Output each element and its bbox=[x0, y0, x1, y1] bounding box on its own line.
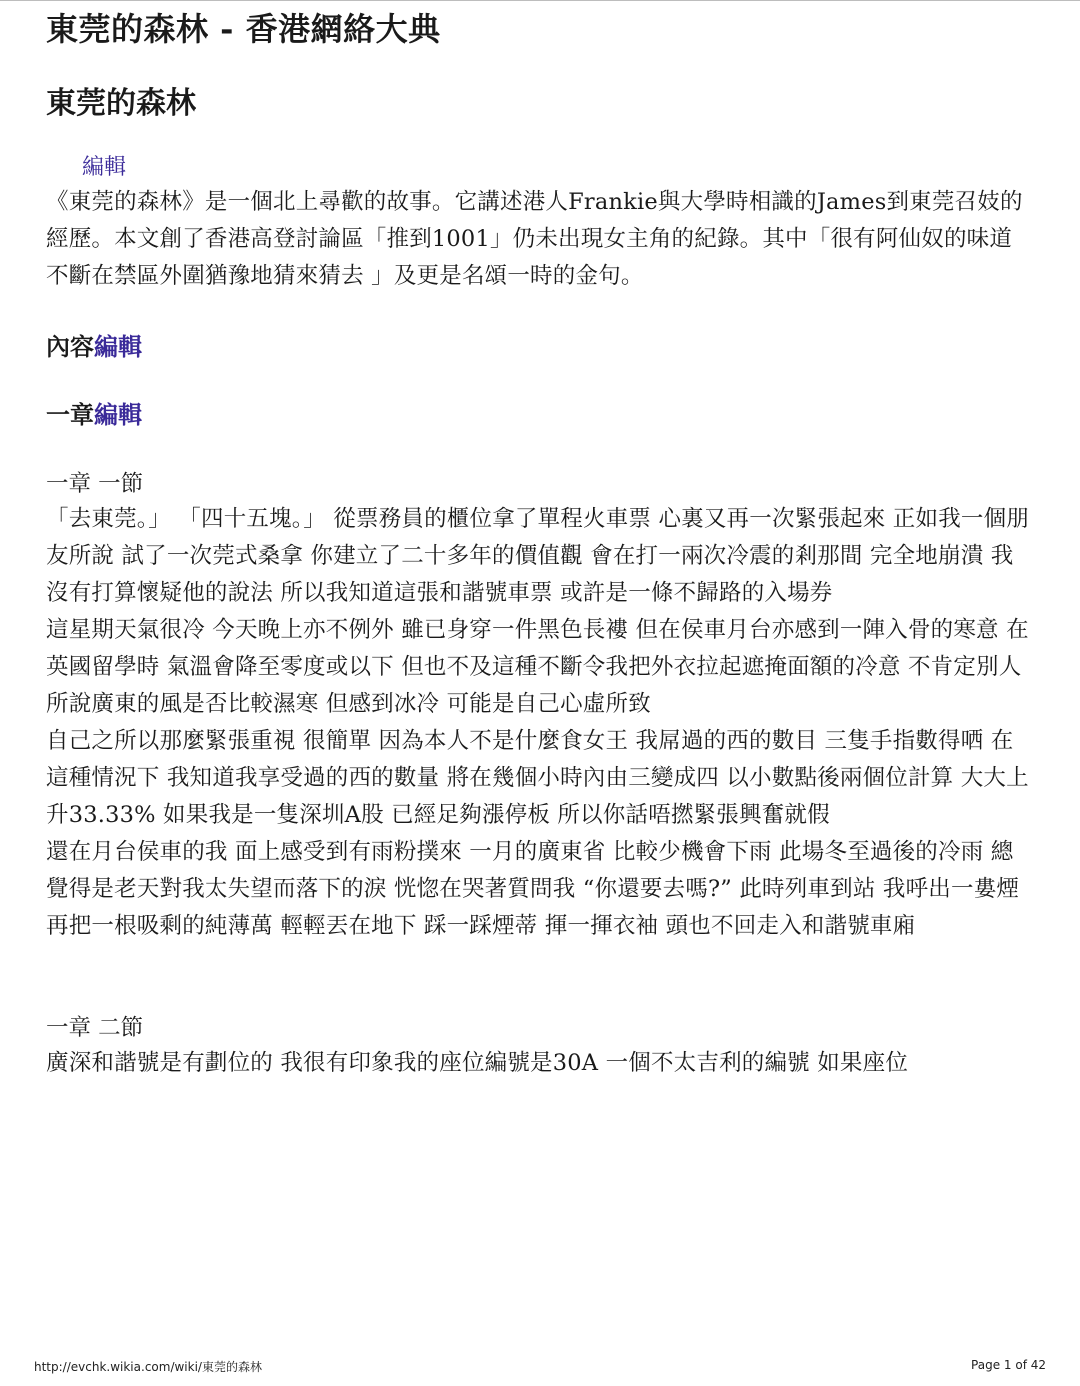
article-content bbox=[46, 6, 1036, 1082]
story-paragraph-5: 廣深和諧號是有劃位的 我很有印象我的座位編號是30A 一個不太吉利的編號 如果座位 bbox=[46, 1050, 909, 1076]
story-paragraph-1: 「去東莞。」 「四十五塊。」 從票務員的櫃位拿了單程火車票 心裏又再一次緊張起來 正如我一個朋友所說 試了一次莞式桑拿 你建立了二十多年的價值觀 會在打一兩次冷震的剎那間 完全地崩潰 我沒有打算懷疑他的說法 所以我知道這張和諧號車票 或許是一條不歸路的入場券 bbox=[46, 506, 1030, 606]
edit-link-content[interactable]: 編輯 bbox=[94, 332, 142, 361]
story-paragraph-3: 自己之所以那麼緊張重視 很簡單 因為本人不是什麼食女王 我屌過的西的數目 三隻手指數得哂 在這種情況下 我知道我享受過的西的數量 將在幾個小時內由三變成四 以小數點後兩個位計算 大大上升33.33% 如果我是一隻深圳A股 已經足夠漲停板 所以你話唔撚緊張興奮就假 bbox=[46, 728, 1029, 828]
story-paragraph-2: 這星期天氣很冷 今天晚上亦不例外 雖已身穿一件黑色長褸 但在侯車月台亦感到一陣入骨的寒意 在英國留學時 氣溫會降至零度或以下 但也不及這種不斷令我把外衣拉起遮掩面額的冷意 不肯定別人所說廣東的風是否比較濕寒 但感到冰冷 可能是自己心虛所致 bbox=[46, 617, 1029, 717]
footer-page-number: Page 1 of 42 bbox=[971, 1358, 1046, 1372]
story-paragraph-4: 還在月台侯車的我 面上感受到有雨粉撲來 一月的廣東省 比較少機會下雨 此場冬至過後的冷雨 總覺得是老天對我太失望而落下的淚 恍惚在哭著質問我 “你還要去嗎?” 此時列車到站 我呼出一婁煙 再把一根吸剩的純薄萬 輕輕丟在地下 踩一踩煙蒂 揮一揮衣袖 頭也不回走入和諧號車廂 bbox=[46, 839, 1020, 939]
article-title: 東莞的森林 bbox=[46, 86, 196, 121]
edit-link-top[interactable]: 編輯 bbox=[82, 155, 127, 180]
section-heading-chapter bbox=[46, 397, 1036, 433]
subsection-label-1: 一章 一節 bbox=[46, 471, 144, 497]
section-heading-chapter-text: 一章 bbox=[46, 400, 94, 429]
top-rule bbox=[0, 0, 1080, 1]
edit-link-chapter[interactable]: 編輯 bbox=[94, 400, 142, 429]
section-heading-content-text: 內容 bbox=[46, 332, 94, 361]
intro-paragraph: 《東莞的森林》是一個北上尋歡的故事。它講述港人Frankie與大學時相識的James到東莞召妓的經歷。本文創了香港高登討論區「推到1001」仍未出現女主角的紀錄。其中「很有阿仙奴的味道 不斷在禁區外圍猶豫地猜來猜去 」及更是名頌一時的金句。 bbox=[46, 189, 1023, 289]
print-footer bbox=[0, 1354, 1080, 1384]
section-heading-content bbox=[46, 329, 1036, 365]
subsection-label-2: 一章 二節 bbox=[46, 1015, 144, 1041]
page-title: 東莞的森林 - 香港網絡大典 bbox=[46, 10, 441, 48]
footer-url: http://evchk.wikia.com/wiki/東莞的森林 bbox=[34, 1360, 262, 1374]
